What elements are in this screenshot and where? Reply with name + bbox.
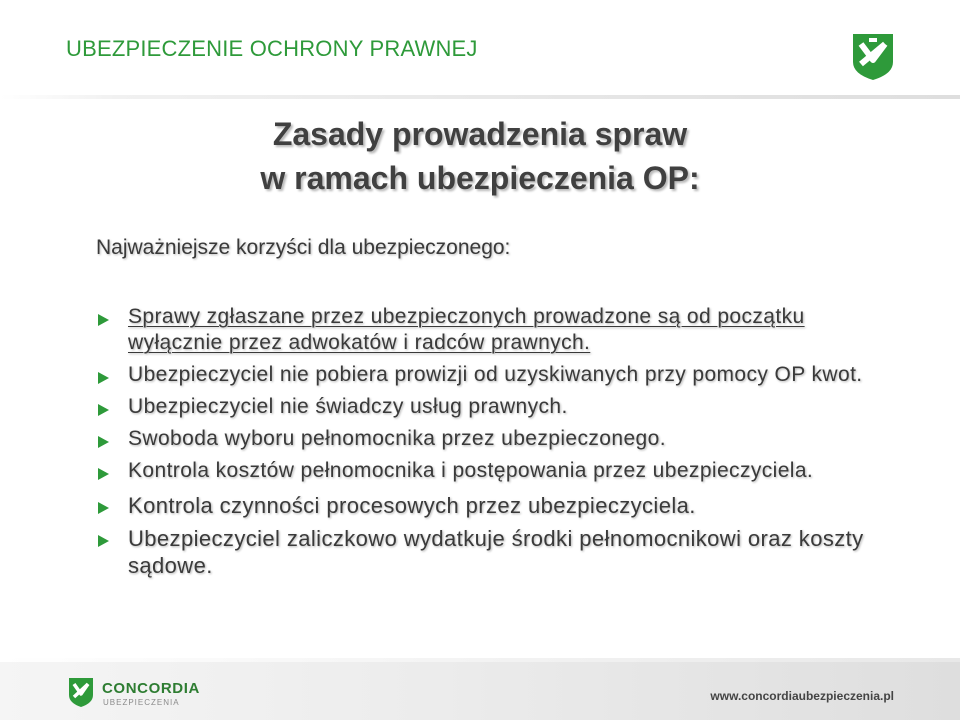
brand-name: CONCORDIA <box>102 680 200 697</box>
list-item-text: Sprawy zgłaszane przez ubezpieczonych prowadzone są od początku wyłącznie przez adwokatów i radców prawnych. <box>128 305 805 354</box>
arrow-bullet-icon <box>96 313 110 327</box>
arrow-bullet-icon <box>96 371 110 385</box>
header-title: UBEZPIECZENIE OCHRONY PRAWNEJ <box>66 36 478 61</box>
list-item-text: Ubezpieczyciel nie świadczy usług prawnych. <box>128 395 568 418</box>
arrow-bullet-icon <box>96 534 110 548</box>
subtitle: Najważniejsze korzyści dla ubezpieczonego: <box>96 236 511 259</box>
title-line-1: Zasady prowadzenia spraw <box>272 116 688 152</box>
benefits-list <box>96 304 886 579</box>
list-item <box>96 492 886 519</box>
list-item <box>96 458 886 484</box>
concordia-shield-logo-icon <box>66 676 96 708</box>
list-item-text: Ubezpieczyciel zaliczkowo wydatkuje środki pełnomocnikowi oraz koszty sądowe. <box>128 526 864 578</box>
list-item <box>96 426 886 452</box>
arrow-bullet-icon <box>96 501 110 515</box>
list-item-text: Swoboda wyboru pełnomocnika przez ubezpieczonego. <box>128 427 666 450</box>
list-item <box>96 304 886 356</box>
list-item <box>96 525 886 579</box>
list-item-text: Kontrola kosztów pełnomocnika i postępowania przez ubezpieczyciela. <box>128 459 814 482</box>
header-divider <box>0 95 960 99</box>
arrow-bullet-icon <box>96 403 110 417</box>
title-line-2: w ramach ubezpieczenia OP: <box>260 160 700 196</box>
list-item <box>96 394 886 420</box>
arrow-bullet-icon <box>96 467 110 481</box>
website-url[interactable]: www.concordiaubezpieczenia.pl <box>710 689 894 703</box>
brand-tagline: UBEZPIECZENIA <box>103 698 180 707</box>
arrow-bullet-icon <box>96 435 110 449</box>
list-item-text: Kontrola czynności procesowych przez ubezpieczyciela. <box>128 493 696 518</box>
list-item-text: Ubezpieczyciel nie pobiera prowizji od uzyskiwanych przy pomocy OP kwot. <box>128 363 863 386</box>
concordia-shield-logo-icon <box>848 30 898 82</box>
slide-title <box>0 112 960 200</box>
list-item <box>96 362 886 388</box>
